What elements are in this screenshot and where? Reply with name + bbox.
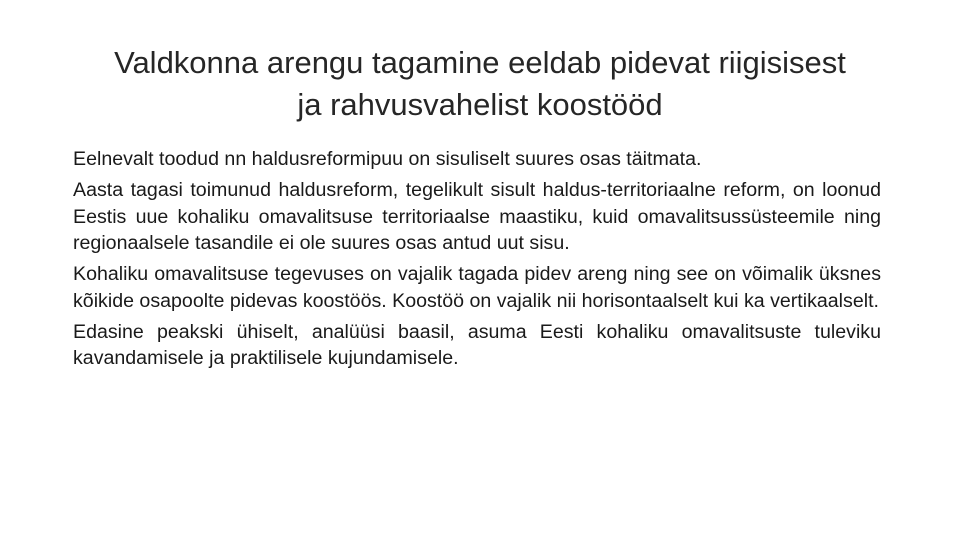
slide-title-line-2: ja rahvusvahelist koostööd — [297, 87, 663, 122]
slide-title — [40, 42, 920, 126]
body-paragraph-3: Kohaliku omavalitsuse tegevuses on vajalik tagada pidev areng ning see on võimalik üksnes kõikide osapoolte pidevas koostöös. Koostöö on vajalik nii horisontaalselt kui ka vertikaalselt. — [73, 263, 881, 312]
slide-title-line-1: Valdkonna arengu tagamine eeldab pidevat riigisisest — [114, 45, 846, 80]
body-paragraph-2: Aasta tagasi toimunud haldusreform, tegelikult sisult haldus-territoriaalne reform, on loonud Eestis uue kohaliku omavalitsuse territoriaalse maastiku, kuid omavalitsussüsteemile ning regionaalsele tasandile ei ole suures osas antud uut sisu. — [73, 179, 881, 254]
body-paragraph-1: Eelnevalt toodud nn haldusreformipuu on sisuliselt suures osas täitmata. — [73, 148, 702, 170]
slide-body — [73, 146, 881, 376]
body-paragraph-4: Edasine peakski ühiselt, analüüsi baasil, asuma Eesti kohaliku omavalitsuste tuleviku kavandamisele ja praktilisele kujundamisele. — [73, 320, 881, 369]
